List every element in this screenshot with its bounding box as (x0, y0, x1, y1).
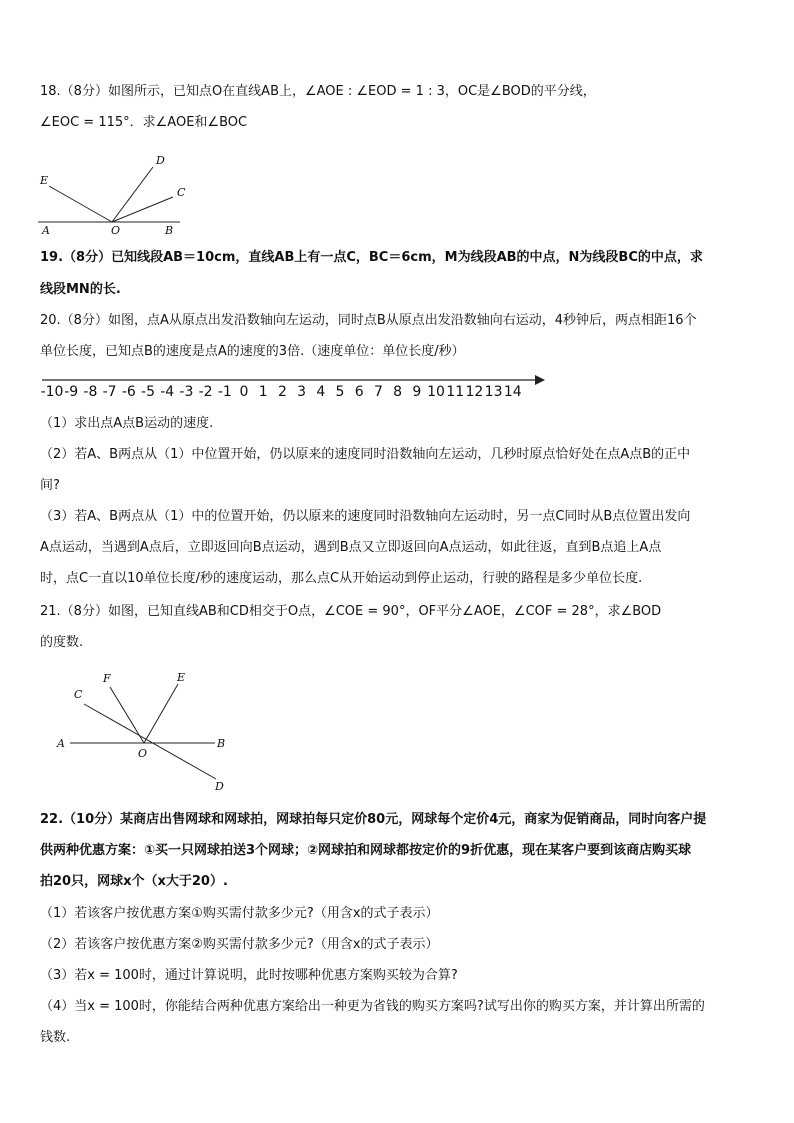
q19-text-line2: 线段MN的长. (40, 282, 121, 297)
q20-axis-label: -1 (217, 384, 232, 400)
q20-axis-label: -5 (141, 384, 155, 400)
q21-figure (52, 664, 242, 796)
q21-label-f: F (103, 672, 111, 685)
q21-ray-of (110, 687, 144, 743)
q20-axis-label: -7 (102, 384, 117, 400)
q18-figure (34, 150, 194, 238)
q21-label-d: D (215, 780, 224, 793)
q21-label-e: E (177, 671, 186, 684)
q20-text-line2: 单位长度，已知点B的速度是点A的速度的3倍.（速度单位：单位长度/秒） (40, 344, 465, 359)
q20-part2-line2: 间? (40, 478, 60, 493)
q22-part3: （3）若x = 100时，通过计算说明，此时按哪种优惠方案购买较为合算? (40, 968, 458, 983)
q22-text-line3: 拍20只，网球x个（x大于20）. (40, 874, 228, 889)
q20-axis-label: -6 (121, 384, 136, 400)
q22-part2: （2）若该客户按优惠方案②购买需付款多少元?（用含x的式子表示） (40, 937, 439, 952)
q21-label-o: O (138, 747, 148, 760)
q22-part4-line2: 钱数. (40, 1030, 71, 1045)
q20-axis-label: -10 (40, 384, 64, 400)
q20-part2-line1: （2）若A、B两点从（1）中位置开始，仍以原来的速度同时沿数轴向左运动，几秒时原点恰好处在点A点B的正中 (40, 447, 691, 462)
q20-axis-label: -3 (179, 384, 194, 400)
q22-text-line2: 供两种优惠方案：①买一只网球拍送3个网球；②网球拍和网球都按定价的9折优惠，现在某客户要到该商店购买球 (40, 843, 692, 858)
q18-text-line2: ∠EOC = 115°．求∠AOE和∠BOC (40, 115, 248, 130)
q21-text-line2: 的度数. (40, 635, 84, 650)
q21-label-c: C (74, 688, 83, 701)
q18-label-e: E (40, 174, 49, 187)
q21-ray-oe (144, 684, 178, 743)
q19-text-line1: 19.（8分）已知线段AB＝10cm，直线AB上有一点C，BC＝6cm，M为线段AB的中点，N为线段BC的中点，求 (40, 250, 703, 265)
q20-axis-label: 13 (484, 384, 503, 400)
q20-axis-label: 5 (335, 384, 345, 400)
q21-line-cd (84, 704, 216, 779)
q21-label-a: A (57, 737, 65, 750)
q20-axis-label: 14 (503, 384, 522, 400)
q21-label-b: B (217, 737, 226, 750)
q20-axis-arrow (535, 375, 545, 385)
q20-part3-line2: A点运动，当遇到A点后，立即返回向B点运动，遇到B点又立即返回向A点运动，如此往返，直到B点追上A点 (40, 540, 662, 555)
q20-axis-label: 10 (427, 384, 445, 400)
q20-text-line1: 20.（8分）如图，点A从原点出发沿数轴向左运动，同时点B从原点出发沿数轴向右运动，4秒钟后，两点相距16个 (40, 313, 697, 328)
q20-axis-label: 1 (258, 384, 268, 400)
q20-axis-label: 7 (373, 384, 383, 400)
q18-label-c: C (177, 186, 186, 199)
q20-axis-label: -4 (160, 384, 175, 400)
q20-number-line (38, 372, 550, 402)
q18-label-a: A (42, 224, 50, 237)
q18-label-b: B (165, 224, 174, 237)
q20-axis-label: -2 (198, 384, 213, 400)
q20-axis-label: 0 (239, 384, 249, 400)
q18-text-line1: 18.（8分）如图所示，已知点O在直线AB上，∠AOE : ∠EOD = 1 : 3，OC是∠BOD的平分线， (40, 84, 596, 99)
q20-axis-label: -9 (64, 384, 79, 400)
q22-part1: （1）若该客户按优惠方案①购买需付款多少元?（用含x的式子表示） (40, 906, 439, 921)
q22-text-line1: 22.（10分）某商店出售网球和网球拍，网球拍每只定价80元，网球每个定价4元，商家为促销商品，同时向客户提 (40, 812, 707, 827)
q20-axis-label: 2 (277, 384, 287, 400)
q18-ray-oe (49, 186, 112, 222)
q20-part1: （1）求出点A点B运动的速度. (40, 416, 214, 431)
q20-axis-label: 9 (412, 384, 422, 400)
q20-axis-label: 6 (354, 384, 364, 400)
q20-axis-label: -8 (83, 384, 98, 400)
q20-part3-line3: 时，点C一直以10单位长度/秒的速度运动，那么点C从开始运动到停止运动，行驶的路程是多少单位长度. (40, 571, 643, 586)
q20-axis-label: 11 (446, 384, 465, 400)
q21-text-line1: 21.（8分）如图，已知直线AB和CD相交于O点，∠COE = 90°，OF平分∠AOE，∠COF = 28°，求∠BOD (40, 604, 662, 619)
q20-axis-label: 3 (297, 384, 307, 400)
q18-label-o: O (111, 224, 121, 237)
q20-axis-label: 4 (316, 384, 326, 400)
q20-axis-label: 12 (465, 384, 484, 400)
q22-part4-line1: （4）当x = 100时，你能结合两种优惠方案给出一种更为省钱的购买方案吗?试写出你的购买方案，并计算出所需的 (40, 999, 705, 1014)
q18-label-d: D (156, 154, 165, 167)
q20-part3-line1: （3）若A、B两点从（1）中的位置开始，仍以原来的速度同时沿数轴向左运动时，另一点C同时从B点位置出发向 (40, 509, 691, 524)
q20-axis-label: 8 (393, 384, 403, 400)
